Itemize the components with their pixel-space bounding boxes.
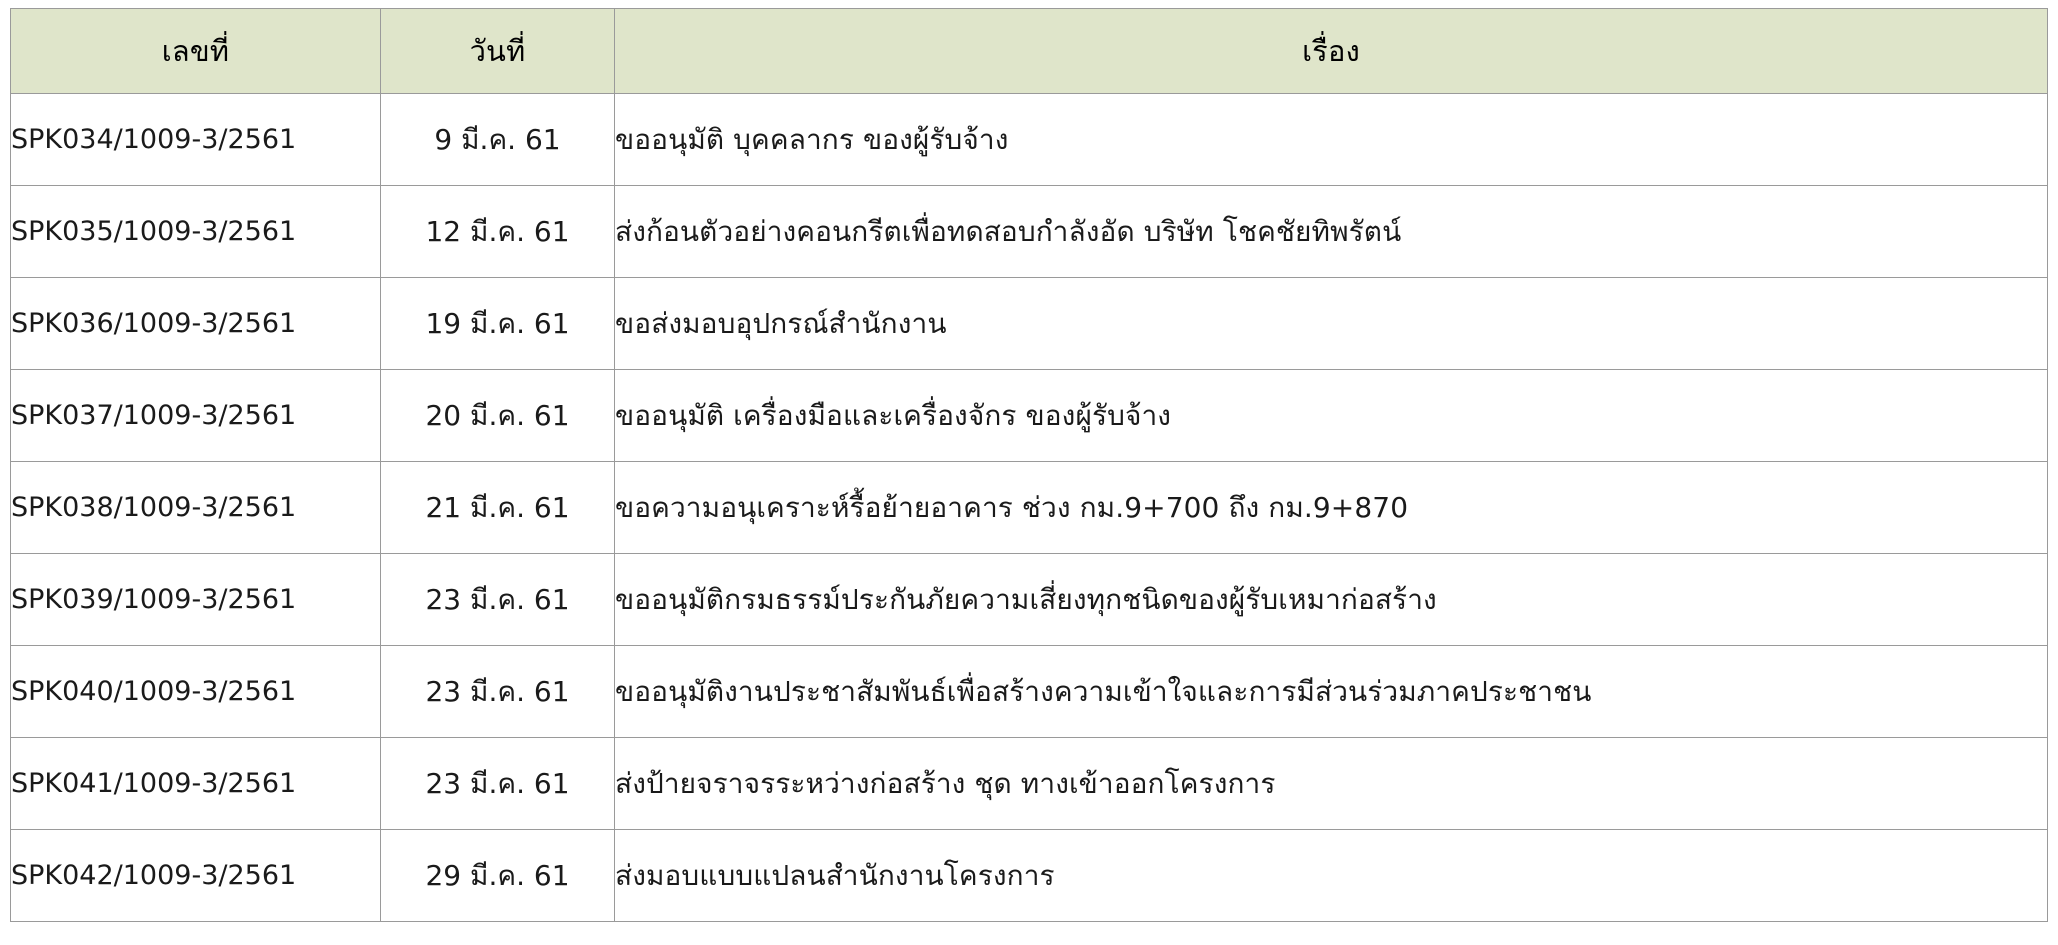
cell-topic: ส่งป้ายจราจรระหว่างก่อสร้าง ชุด ทางเข้าออกโครงการ xyxy=(615,738,2048,830)
column-header-topic-label: เรื่อง xyxy=(1302,34,1360,68)
cell-number: SPK040/1009-3/2561 xyxy=(11,646,381,738)
column-header-topic xyxy=(615,9,2048,94)
table-header-row xyxy=(11,9,2048,94)
cell-date: 23 มี.ค. 61 xyxy=(381,738,615,830)
cell-date: 12 มี.ค. 61 xyxy=(381,186,615,278)
cell-number: SPK034/1009-3/2561 xyxy=(11,94,381,186)
cell-number: SPK038/1009-3/2561 xyxy=(11,462,381,554)
table-row xyxy=(11,646,2048,738)
cell-number: SPK039/1009-3/2561 xyxy=(11,554,381,646)
cell-topic: ขออนุมัติกรมธรรม์ประกันภัยความเสี่ยงทุกชนิดของผู้รับเหมาก่อสร้าง xyxy=(615,554,2048,646)
table-row xyxy=(11,370,2048,462)
cell-topic: ส่งก้อนตัวอย่างคอนกรีตเพื่อทดสอบกำลังอัด บริษัท โชคชัยทิพรัตน์ xyxy=(615,186,2048,278)
table-row xyxy=(11,738,2048,830)
cell-date: 19 มี.ค. 61 xyxy=(381,278,615,370)
cell-number: SPK035/1009-3/2561 xyxy=(11,186,381,278)
table-body xyxy=(11,94,2048,922)
cell-topic: ขออนุมัติ บุคคลากร ของผู้รับจ้าง xyxy=(615,94,2048,186)
table-row xyxy=(11,94,2048,186)
cell-topic: ขอส่งมอบอุปกรณ์สำนักงาน xyxy=(615,278,2048,370)
cell-date: 20 มี.ค. 61 xyxy=(381,370,615,462)
cell-number: SPK042/1009-3/2561 xyxy=(11,830,381,922)
cell-number: SPK036/1009-3/2561 xyxy=(11,278,381,370)
cell-date: 21 มี.ค. 61 xyxy=(381,462,615,554)
table-header xyxy=(11,9,2048,94)
column-header-number xyxy=(11,9,381,94)
cell-date: 23 มี.ค. 61 xyxy=(381,646,615,738)
cell-date: 9 มี.ค. 61 xyxy=(381,94,615,186)
cell-number: SPK037/1009-3/2561 xyxy=(11,370,381,462)
column-header-number-label: เลขที่ xyxy=(161,34,230,68)
column-header-date xyxy=(381,9,615,94)
table-row xyxy=(11,830,2048,922)
cell-topic: ขออนุมัติ เครื่องมือและเครื่องจักร ของผู้รับจ้าง xyxy=(615,370,2048,462)
table-row xyxy=(11,186,2048,278)
correspondence-table xyxy=(10,8,2048,922)
cell-date: 29 มี.ค. 61 xyxy=(381,830,615,922)
cell-topic: ขออนุมัติงานประชาสัมพันธ์เพื่อสร้างความเข้าใจและการมีส่วนร่วมภาคประชาชน xyxy=(615,646,2048,738)
column-header-date-label: วันที่ xyxy=(469,34,526,68)
cell-topic: ส่งมอบแบบแปลนสำนักงานโครงการ xyxy=(615,830,2048,922)
table-row xyxy=(11,462,2048,554)
cell-number: SPK041/1009-3/2561 xyxy=(11,738,381,830)
table-row xyxy=(11,554,2048,646)
table-row xyxy=(11,278,2048,370)
cell-topic: ขอความอนุเคราะห์รื้อย้ายอาคาร ช่วง กม.9+700 ถึง กม.9+870 xyxy=(615,462,2048,554)
cell-date: 23 มี.ค. 61 xyxy=(381,554,615,646)
